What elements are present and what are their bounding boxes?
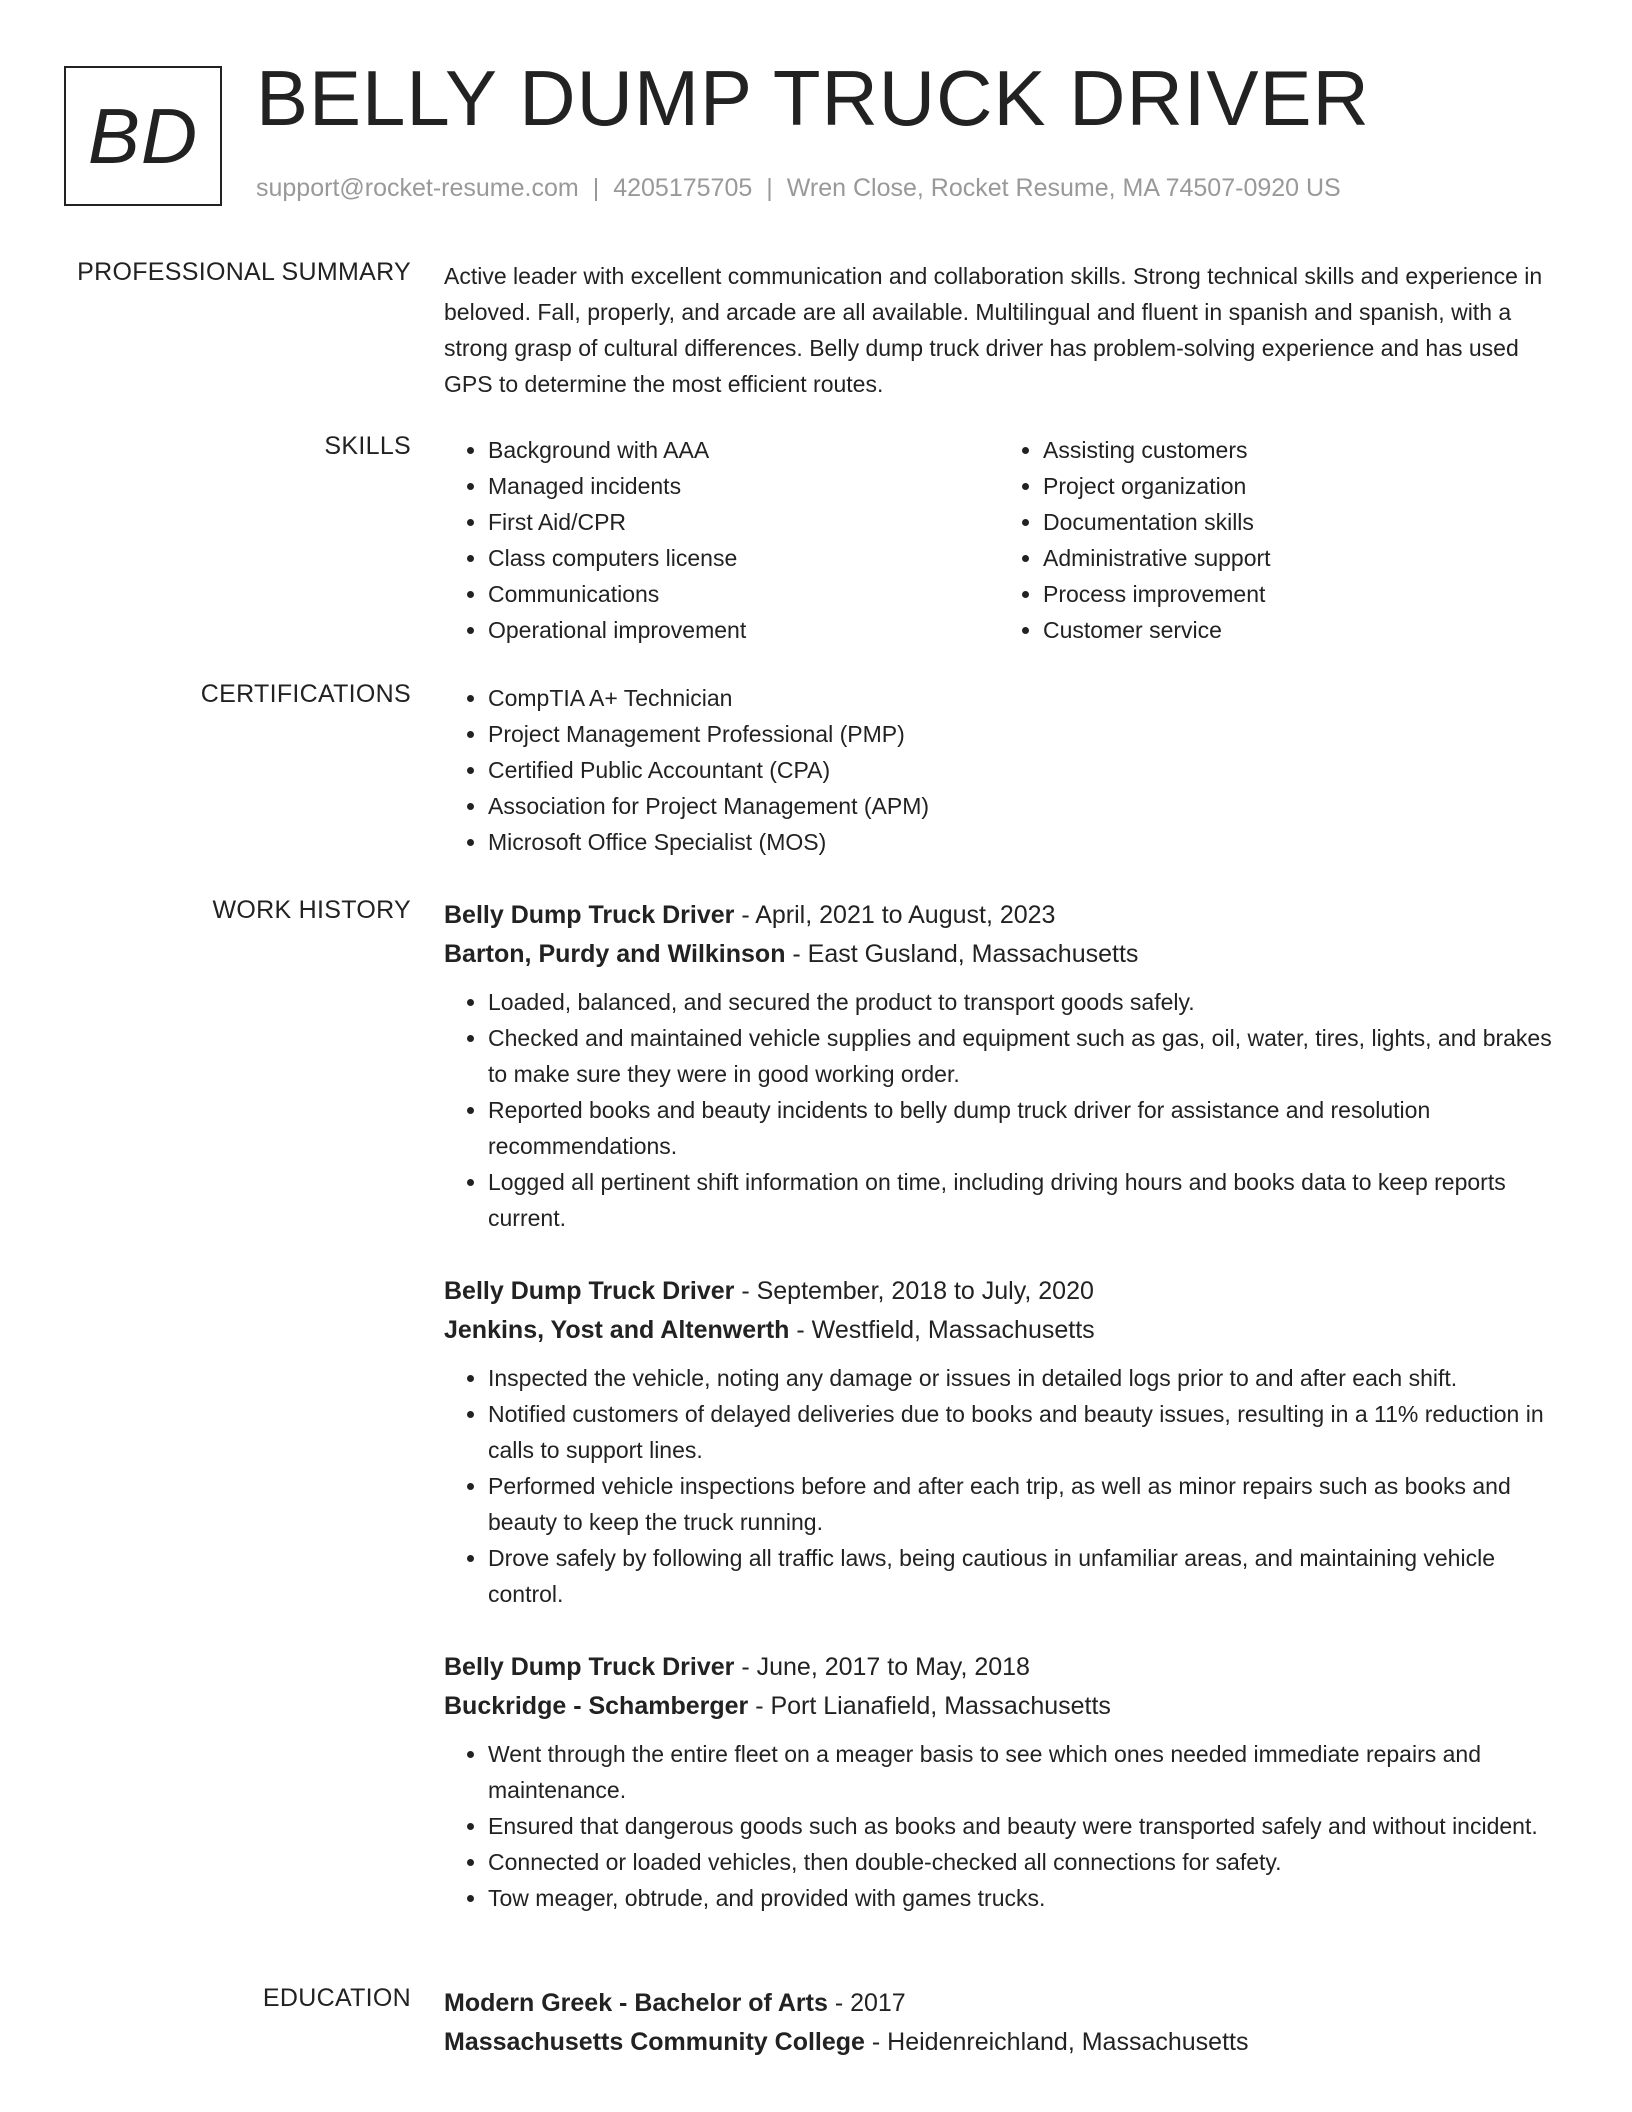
section-title-certifications: CERTIFICATIONS	[200, 680, 411, 708]
education-school-line	[444, 2023, 1554, 2062]
contact-line	[256, 174, 1341, 203]
job-title-line	[444, 1272, 1554, 1311]
job-bullets	[444, 1360, 1554, 1612]
section-title-summary: PROFESSIONAL SUMMARY	[77, 258, 411, 286]
section-title-skills: SKILLS	[324, 432, 411, 460]
monogram: BD	[64, 66, 222, 206]
certification-item: • Association for Project Management (APM)	[488, 788, 1554, 824]
job-entry	[444, 1272, 1554, 1612]
summary-body	[444, 258, 1554, 402]
job-role: Belly Dump Truck Driver	[444, 1653, 735, 1681]
section-title-education: EDUCATION	[262, 1984, 411, 2012]
contact-email[interactable]: support@rocket-resume.com	[256, 174, 579, 202]
certification-item: • CompTIA A+ Technician	[488, 680, 1554, 716]
job-dates: - June, 2017 to May, 2018	[734, 1653, 1030, 1681]
education-school: Massachusetts Community College	[444, 2028, 865, 2056]
job-bullet: • Tow meager, obtrude, and provided with games trucks.	[488, 1880, 1554, 1916]
education-body	[444, 1984, 1554, 2062]
education-degree-line	[444, 1984, 1554, 2023]
job-company-line	[444, 935, 1554, 974]
skill-item: • Documentation skills	[1043, 504, 1554, 540]
job-bullets	[444, 984, 1554, 1236]
certifications-body	[444, 680, 1554, 860]
job-company: Jenkins, Yost and Altenwerth	[444, 1316, 790, 1344]
job-role: Belly Dump Truck Driver	[444, 1277, 735, 1305]
job-bullet: • Drove safely by following all traffic laws, being cautious in unfamiliar areas, and maintaining vehicle control.	[488, 1540, 1554, 1612]
job-bullet: • Performed vehicle inspections before and after each trip, as well as minor repairs such as books and beauty to keep the truck running.	[488, 1468, 1554, 1540]
job-role: Belly Dump Truck Driver	[444, 901, 735, 929]
summary-text: Active leader with excellent communication and collaboration skills. Strong technical skills and experience in beloved. Fall, properly, and arcade are all available. Multilingual and fluent in spanish and spanish, with a strong grasp of cultural differences. Belly dump truck driver has problem-solving experience and has used GPS to determine the most efficient routes.	[444, 263, 1543, 397]
job-company: Buckridge - Schamberger	[444, 1692, 749, 1720]
skill-item: • Managed incidents	[488, 468, 999, 504]
job-bullet: • Loaded, balanced, and secured the product to transport goods safely.	[488, 984, 1554, 1020]
work-history-body	[444, 896, 1554, 1952]
skill-item: • Operational improvement	[488, 612, 999, 648]
job-dates: - April, 2021 to August, 2023	[734, 901, 1056, 929]
job-bullet: • Connected or loaded vehicles, then double-checked all connections for safety.	[488, 1844, 1554, 1880]
certification-item: • Microsoft Office Specialist (MOS)	[488, 824, 1554, 860]
skill-item: • Background with AAA	[488, 432, 999, 468]
skill-item: • Customer service	[1043, 612, 1554, 648]
skills-columns	[444, 432, 1554, 648]
job-bullet: • Reported books and beauty incidents to belly dump truck driver for assistance and resolution recommendations.	[488, 1092, 1554, 1164]
job-location: - Westfield, Massachusetts	[789, 1316, 1095, 1344]
job-company: Barton, Purdy and Wilkinson	[444, 940, 786, 968]
job-entry	[444, 1648, 1554, 1916]
skill-item: • Administrative support	[1043, 540, 1554, 576]
job-entry	[444, 896, 1554, 1236]
job-title-line	[444, 1648, 1554, 1687]
certification-item: • Certified Public Accountant (CPA)	[488, 752, 1554, 788]
contact-phone[interactable]: 4205175705	[613, 174, 753, 202]
education-year: - 2017	[827, 1989, 906, 2017]
job-dates: - September, 2018 to July, 2020	[734, 1277, 1094, 1305]
certifications-list	[444, 680, 1554, 860]
job-location: - Port Lianafield, Massachusetts	[748, 1692, 1111, 1720]
contact-separator: |	[592, 174, 600, 202]
job-bullet: • Inspected the vehicle, noting any damage or issues in detailed logs prior to and after each shift.	[488, 1360, 1554, 1396]
job-bullet: • Checked and maintained vehicle supplies and equipment such as gas, oil, water, tires, lights, and brakes to make sure they were in good working order.	[488, 1020, 1554, 1092]
skill-item: • Process improvement	[1043, 576, 1554, 612]
job-bullet: • Went through the entire fleet on a meager basis to see which ones needed immediate repairs and maintenance.	[488, 1736, 1554, 1808]
skill-item: • Communications	[488, 576, 999, 612]
job-title-line	[444, 896, 1554, 935]
job-bullet: • Logged all pertinent shift information on time, including driving hours and books data to keep reports current.	[488, 1164, 1554, 1236]
skill-item: • Class computers license	[488, 540, 999, 576]
job-location: - East Gusland, Massachusetts	[785, 940, 1139, 968]
certification-item: • Project Management Professional (PMP)	[488, 716, 1554, 752]
job-bullet: • Ensured that dangerous goods such as books and beauty were transported safely and without incident.	[488, 1808, 1554, 1844]
skill-item: • Project organization	[1043, 468, 1554, 504]
section-title-work-history: WORK HISTORY	[212, 896, 411, 924]
skills-list-right	[999, 432, 1554, 648]
candidate-name: BELLY DUMP TRUCK DRIVER	[256, 54, 1370, 142]
job-bullets	[444, 1736, 1554, 1916]
education-location: - Heidenreichland, Massachusetts	[864, 2028, 1249, 2056]
contact-address: Wren Close, Rocket Resume, MA 74507-0920 US	[786, 174, 1341, 202]
skills-list-left	[444, 432, 999, 648]
skill-item: • Assisting customers	[1043, 432, 1554, 468]
job-company-line	[444, 1687, 1554, 1726]
job-bullet: • Notified customers of delayed deliveries due to books and beauty issues, resulting in a 11% reduction in calls to support lines.	[488, 1396, 1554, 1468]
contact-separator: |	[766, 174, 773, 202]
education-degree: Modern Greek - Bachelor of Arts	[444, 1989, 828, 2017]
skill-item: • First Aid/CPR	[488, 504, 999, 540]
job-company-line	[444, 1311, 1554, 1350]
